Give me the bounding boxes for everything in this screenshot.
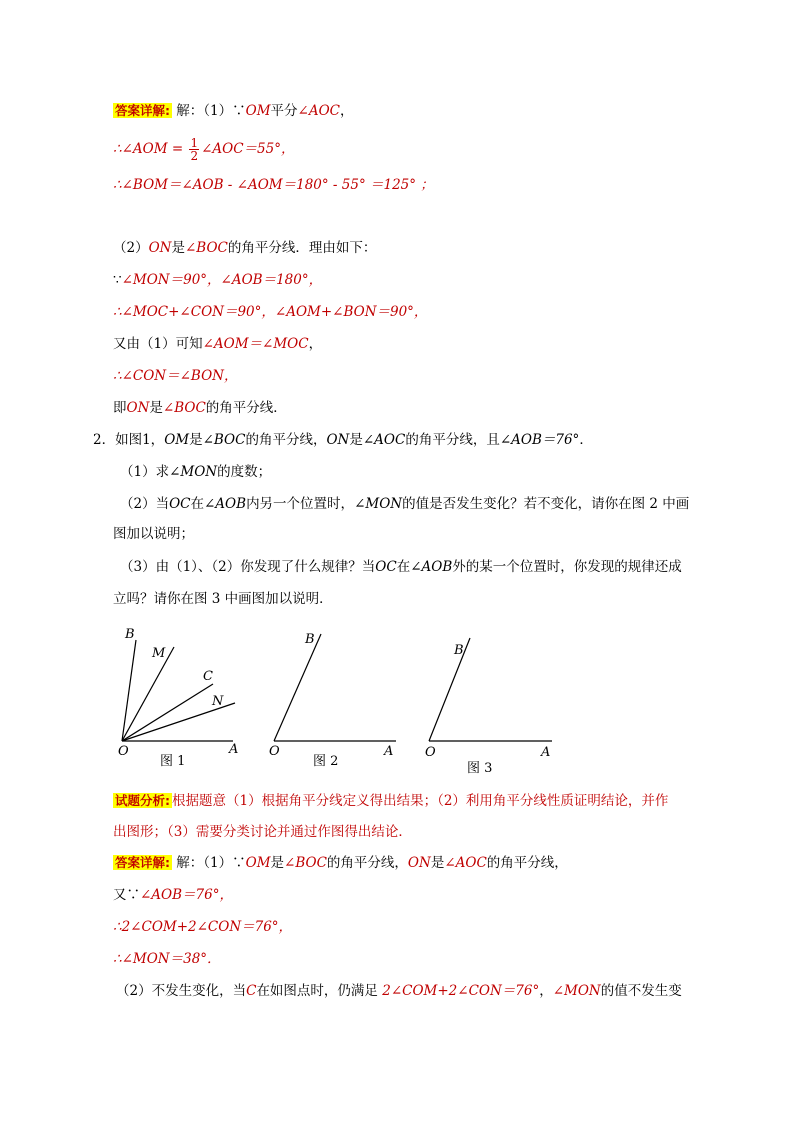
fig1-caption: 图 1: [160, 754, 186, 769]
question-2-line-3: （2）当OC在∠AOB内另一个位置时，∠MON的值是否发生变化？若不变化，请你在图 2 中画: [120, 496, 690, 512]
answer2-line-1: 答案详解: 解：（1）∵OM是∠BOC的角平分线，ON是∠AOC的角平分线，: [115, 855, 568, 871]
fig2-label-B: B: [305, 632, 315, 647]
answer2-line-2: 又∵∠AOB＝76°，: [113, 887, 233, 903]
answer-line-2: ∴∠AOM = $\frac{1}{2}$ ∠AOC＝55°，: [113, 136, 295, 163]
fig1-ray-OM: [122, 647, 174, 741]
fig1-label-B: B: [125, 627, 135, 642]
fig1-label-A: A: [229, 742, 239, 757]
answer2-line-5: （2）不发生变化，当C在如图点时，仍满足 2∠COM+2∠CON＝76°，∠MON的值不发生变: [116, 983, 682, 999]
analysis-line-2: 出图形；（3）需要分类讨论并通过作图得出结论．: [113, 824, 412, 840]
question-2-line-6: 立吗？请你在图 3 中画图加以说明．: [113, 591, 333, 607]
answer-line-4: （2）ON是∠BOC的角平分线．理由如下：: [113, 240, 377, 256]
answer-line-1: 答案详解: 解：（1）∵OM平分∠AOC，: [115, 103, 354, 119]
fig1-label-N: N: [212, 694, 224, 709]
answer-line-9: 即ON是∠BOC的角平分线．: [113, 400, 287, 416]
fig2-caption: 图 2: [313, 754, 339, 769]
question-2-line-1: 2．如图1，OM是∠BOC的角平分线，ON是∠AOC的角平分线，且∠AOB＝76°．: [93, 432, 593, 448]
answer-line-7: 又由（1）可知∠AOM＝∠MOC，: [113, 336, 323, 352]
fig3-label-O: O: [425, 745, 436, 760]
fig1-label-M: M: [152, 646, 166, 661]
answer-line-3: ∴∠BOM＝∠AOB - ∠AOM＝180° - 55° ＝125° ；: [113, 177, 434, 193]
fig2-ray-OB: [274, 634, 321, 741]
analysis-line-1: 试题分析: 根据题意（1）根据角平分线定义得出结果；（2）利用角平分线性质证明结论，并作: [115, 793, 669, 809]
question-2-line-4: 图加以说明；: [113, 526, 194, 542]
fig1-label-C: C: [203, 669, 213, 684]
answer-tag: 答案详解:: [115, 103, 170, 118]
answer-line-8: ∴∠CON＝∠BON，: [113, 368, 238, 384]
fig1-ray-OC: [122, 684, 213, 741]
fig2-label-O: O: [269, 744, 280, 759]
answer-line-5: ∵∠MON＝90°，∠AOB＝180°，: [113, 272, 323, 288]
question-2-line-2: （1）求∠MON的度数；: [120, 464, 272, 480]
question-2-line-5: （3）由（1）、（2）你发现了什么规律？当OC在∠AOB外的某一个位置时，你发现的规律还成: [120, 559, 682, 575]
answer2-line-3: ∴2∠COM+2∠CON＝76°，: [113, 919, 293, 935]
answer-line-6: ∴∠MOC+∠CON＝90°，∠AOM+∠BON＝90°，: [113, 304, 428, 320]
fig3-caption: 图 3: [467, 761, 493, 776]
fig3-label-A: A: [541, 745, 551, 760]
fig2-label-A: A: [384, 744, 394, 759]
fig1-label-O: O: [118, 744, 129, 759]
answer2-line-4: ∴∠MON＝38°．: [113, 951, 221, 967]
fraction-half: $\frac{1}{2}$: [190, 136, 199, 163]
fig1-ray-OB: [122, 640, 136, 741]
fig3-label-B: B: [454, 643, 464, 658]
fig3-ray-OB: [429, 638, 470, 741]
answer2-tag: 答案详解:: [115, 855, 170, 870]
analysis-tag: 试题分析:: [115, 793, 170, 808]
